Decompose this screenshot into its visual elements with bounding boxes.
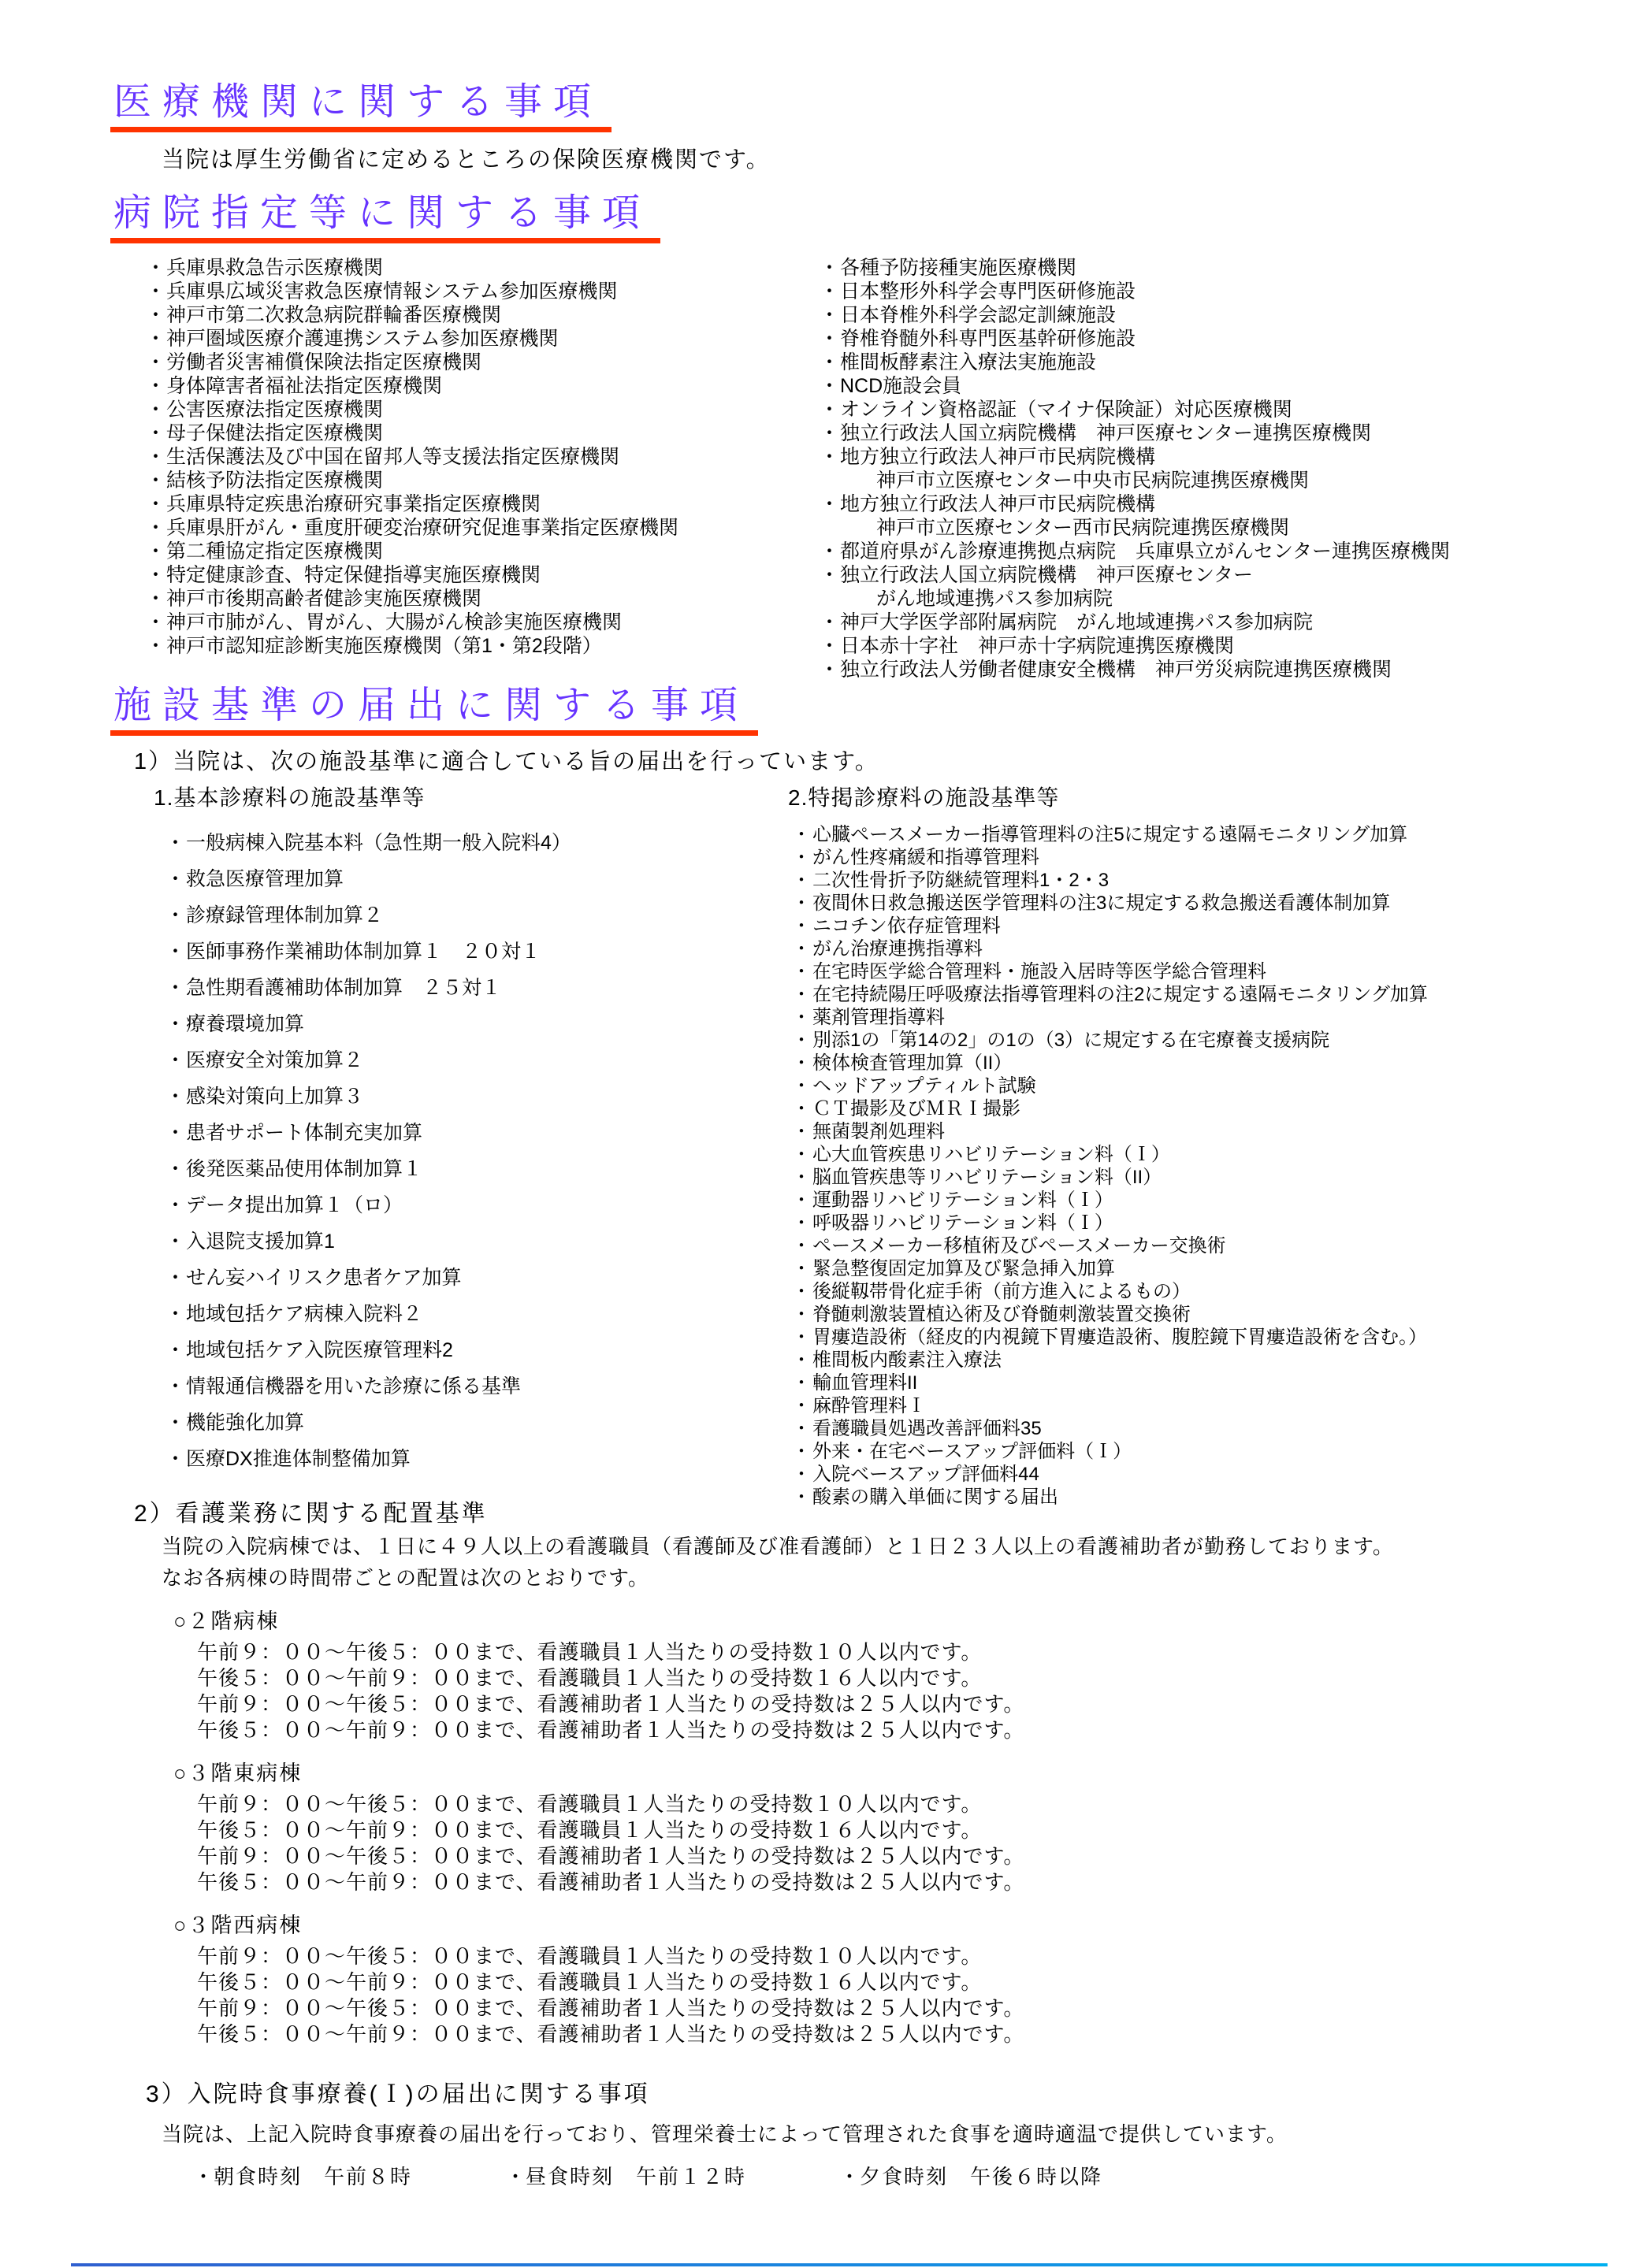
basic-fee-item: ・ 療養環境加算: [165, 1006, 776, 1042]
designation-item: ・ 独立行政法人国立病院機構 神戸医療センター: [820, 563, 1639, 587]
special-fee-item: ・ 在宅持続陽圧呼吸療法指導管理料の注2に規定する遠隔モニタリング加算: [792, 983, 1643, 1006]
designation-item: ・ 日本整形外科学会専門医研修施設: [820, 280, 1639, 303]
special-fee-item: ・ 夜間休日救急搬送医学管理料の注3に規定する救急搬送看護体制加算: [792, 892, 1643, 915]
basic-fee-item: ・ データ提出加算１（ロ）: [165, 1187, 776, 1223]
basic-fee-item: ・ 感染対策向上加算３: [165, 1078, 776, 1115]
basic-fee-item: ・ 医療DX推進体制整備加算: [165, 1441, 776, 1477]
special-fee-item: ・ 後縦靱帯骨化症手術（前方進入によるもの）: [792, 1280, 1643, 1303]
designation-item: ・ 各種予防接種実施医療機関: [820, 256, 1639, 280]
special-fee-item: ・ 別添1の「第14の2」の1の（3）に規定する在宅療養支援病院: [792, 1029, 1643, 1052]
ward-staffing-line: 午後５：００～午前９：００まで、看護職員１人当たりの受持数１６人以内です。: [197, 1970, 983, 1994]
special-fee-item: ・ ペースメーカー移植術及びペースメーカー交換術: [792, 1234, 1643, 1257]
basic-fees-column: [154, 781, 776, 1477]
designation-item: ・ 独立行政法人労働者健康安全機構 神戸労災病院連携医療機関: [820, 658, 1639, 681]
ward-staffing-line: 午前９：００～午後５：００まで、看護職員１人当たりの受持数１０人以内です。: [197, 1792, 983, 1816]
special-fee-item: ・ 緊急整復固定加算及び緊急挿入加算: [792, 1257, 1643, 1280]
basic-fee-item: ・ 診療録管理体制加算２: [165, 897, 776, 934]
designation-item: ・ NCD施設会員: [820, 374, 1639, 398]
designation-item: 神戸市立医療センター中央市民病院連携医療機関: [876, 470, 1310, 492]
designation-item: ・ 地方独立行政法人神戸市民病院機構: [820, 445, 1639, 469]
special-fee-item: ・ 無菌製剤処理料: [792, 1120, 1643, 1143]
heading-text-hospital-designation: 病院指定等に関する事項: [110, 193, 660, 243]
meal-service-section: [110, 2074, 1643, 2190]
special-fee-item: ・ 麻酔管理料Ｉ: [792, 1394, 1643, 1417]
designation-item: ・ 公害医療法指定医療機関: [146, 398, 816, 421]
nursing-section-heading: 2）看護業務に関する配置基準: [134, 1501, 488, 1527]
ward-staffing-line: 午前９：００～午後５：００まで、看護職員１人当たりの受持数１０人以内です。: [197, 1640, 983, 1664]
hospital-designations-block: [110, 256, 1643, 685]
ward-3f-east-block: [173, 1756, 1643, 1895]
designation-item: ・ 日本脊椎外科学会認定訓練施設: [820, 303, 1639, 327]
ward-3f-west-name: ○３階西病棟: [173, 1914, 303, 1937]
special-fees-title: 2.特掲診療料の施設基準等: [788, 785, 1060, 810]
meal-time-item: ・ 夕食時刻 午後６時以降: [839, 2163, 1102, 2190]
meal-section-heading: 3）入院時食事療養(Ｉ)の届出に関する事項: [146, 2081, 650, 2107]
basic-fee-item: ・ 患者サポート体制充実加算: [165, 1115, 776, 1151]
special-fee-item: ・ ＣＴ撮影及びＭＲＩ撮影: [792, 1097, 1643, 1120]
basic-fee-item: ・ 後発医薬品使用体制加算１: [165, 1151, 776, 1187]
special-fee-item: ・ 酸素の購入単価に関する届出: [792, 1486, 1643, 1509]
section-heading-hospital-designation: [110, 193, 1643, 243]
designation-item: ・ 身体障害者福祉法指定医療機関: [146, 374, 816, 398]
ward-staffing-line: 午前９：００～午後５：００まで、看護補助者１人当たりの受持数は２５人以内です。: [197, 1996, 1025, 2020]
designation-item: ・ 神戸圏域医療介護連携システム参加医療機関: [146, 327, 816, 351]
designation-item: ・ 母子保健法指定医療機関: [146, 421, 816, 445]
designation-item: ・ 神戸市後期高齢者健診実施医療機関: [146, 587, 816, 611]
special-fee-item: ・ 検体検査管理加算（II）: [792, 1052, 1643, 1075]
designation-item: ・ 結核予防法指定医療機関: [146, 469, 816, 492]
designation-item: ・ 脊椎脊髄外科専門医基幹研修施設: [820, 327, 1639, 351]
designation-item: 神戸市立医療センター西市民病院連携医療機関: [876, 517, 1290, 539]
designation-item: ・ 兵庫県広域災害救急医療情報システム参加医療機関: [146, 280, 816, 303]
designations-right-column: [820, 256, 1639, 681]
heading-text-medical-institution: 医療機関に関する事項: [110, 82, 611, 132]
section-heading-facility-standards: [110, 685, 1643, 736]
ward-3f-west-block: [173, 1908, 1643, 2047]
special-fee-item: ・ 脊髄刺激装置植込術及び脊髄刺激装置交換術: [792, 1303, 1643, 1326]
special-fee-item: ・ 二次性骨折予防継続管理料1・2・3: [792, 869, 1643, 892]
basic-fee-item: ・ 情報通信機器を用いた診療に係る基準: [165, 1368, 776, 1405]
designation-item: ・ 神戸市肺がん、胃がん、大腸がん検診実施医療機関: [146, 611, 816, 634]
ward-staffing-line: 午後５：００～午前９：００まで、看護補助者１人当たりの受持数は２５人以内です。: [197, 2022, 1025, 2046]
special-fees-column: [788, 781, 1643, 1509]
designation-item: ・ 生活保護法及び中国在留邦人等支援法指定医療機関: [146, 445, 816, 469]
special-fee-item: ・ 椎間板内酸素注入療法: [792, 1349, 1643, 1372]
section-heading-medical-institution: [110, 82, 1643, 132]
special-fee-item: ・ 在宅時医学総合管理料・施設入居時等医学総合管理料: [792, 960, 1643, 983]
designation-item: ・ 兵庫県救急告示医療機関: [146, 256, 816, 280]
designation-item: ・ 日本赤十字社 神戸赤十字病院連携医療機関: [820, 634, 1639, 658]
special-fee-item: ・ 心大血管疾患リハビリテーション料（Ｉ）: [792, 1143, 1643, 1166]
special-fee-item: ・ 看護職員処遇改善評価料35: [792, 1417, 1643, 1440]
designation-item: ・ オンライン資格認証（マイナ保険証）対応医療機関: [820, 398, 1639, 421]
basic-fees-title: 1.基本診療料の施設基準等: [154, 785, 426, 810]
ward-staffing-line: 午後５：００～午前９：００まで、看護職員１人当たりの受持数１６人以内です。: [197, 1666, 983, 1690]
special-fee-item: ・ ニコチン依存症管理料: [792, 915, 1643, 937]
designation-item: ・ 労働者災害補償保険法指定医療機関: [146, 351, 816, 374]
ward-3f-west-lines: [197, 1943, 1643, 2047]
basic-fees-list: [165, 825, 776, 1477]
ward-staffing-line: 午後５：００～午前９：００まで、看護職員１人当たりの受持数１６人以内です。: [197, 1818, 983, 1842]
designation-item: ・ 神戸市第二次救急病院群輪番医療機関: [146, 303, 816, 327]
basic-fee-item: ・ 地域包括ケア病棟入院料２: [165, 1296, 776, 1332]
special-fee-item: ・ 外来・在宅ベースアップ評価料（Ｉ）: [792, 1440, 1643, 1463]
facility-standards-block: [110, 781, 1643, 1508]
ward-staffing-line: 午前９：００～午後５：００まで、看護補助者１人当たりの受持数は２５人以内です。: [197, 1844, 1025, 1868]
medical-institution-statement: 当院は厚生労働省に定めるところの保険医療機関です。: [162, 147, 771, 173]
designation-item: ・ 第二種協定指定医療機関: [146, 540, 816, 563]
designation-item: ・ 兵庫県肝がん・重度肝硬変治療研究促進事業指定医療機関: [146, 516, 816, 540]
designation-item: ・ 神戸市認知症診断実施医療機関（第1・第2段階）: [146, 634, 816, 658]
basic-fee-item: ・ 医師事務作業補助体制加算１ ２０対１: [165, 934, 776, 970]
nursing-staffing-section: [110, 1494, 1643, 2047]
designation-item: ・ 地方独立行政法人神戸市民病院機構: [820, 492, 1639, 516]
designation-item: がん地域連携パス参加病院: [876, 588, 1113, 610]
special-fee-item: ・ がん性疼痛緩和指導管理料: [792, 846, 1643, 869]
ward-staffing-line: 午前９：００～午後５：００まで、看護補助者１人当たりの受持数は２５人以内です。: [197, 1692, 1025, 1716]
basic-fee-item: ・ 救急医療管理加算: [165, 861, 776, 897]
special-fee-item: ・ 輸血管理料II: [792, 1372, 1643, 1394]
basic-fee-item: ・ 医療安全対策加算２: [165, 1042, 776, 1078]
special-fee-item: ・ 心臓ペースメーカー指導管理料の注5に規定する遠隔モニタリング加算: [792, 823, 1643, 846]
basic-fee-item: ・ 入退院支援加算1: [165, 1223, 776, 1260]
special-fee-item: ・ 入院ベースアップ評価料44: [792, 1463, 1643, 1486]
basic-fee-item: ・ 機能強化加算: [165, 1405, 776, 1441]
meal-time-item: ・ 昼食時刻 午前１２時: [505, 2163, 746, 2190]
special-fees-list: [792, 823, 1643, 1509]
designation-item: ・ 特定健康診査、特定保健指導実施医療機関: [146, 563, 816, 587]
meal-paragraph: 当院は、上記入院時食事療養の届出を行っており、管理栄養士によって管理された食事を適時適温で提供しています。: [162, 2122, 1288, 2146]
designation-item: ・ 神戸大学医学部附属病院 がん地域連携パス参加病院: [820, 611, 1639, 634]
designation-item: ・ 椎間板酵素注入療法実施施設: [820, 351, 1639, 374]
special-fee-item: ・ ヘッドアップティルト試験: [792, 1075, 1643, 1097]
designation-item: ・ 都道府県がん診療連携拠点病院 兵庫県立がんセンター連携医療機関: [820, 540, 1639, 563]
heading-text-facility-standards: 施設基準の届出に関する事項: [110, 685, 758, 736]
designation-item: ・ 独立行政法人国立病院機構 神戸医療センター連携医療機関: [820, 421, 1639, 445]
basic-fee-item: ・ 急性期看護補助体制加算 ２５対１: [165, 970, 776, 1006]
facility-standards-intro: 1）当院は、次の施設基準に適合している旨の届出を行っています。: [134, 749, 879, 774]
footer-divider-line: [71, 2263, 1608, 2266]
special-fee-item: ・ 胃瘻造設術（経皮的内視鏡下胃瘻造設術、腹腔鏡下胃瘻造設術を含む。）: [792, 1326, 1643, 1349]
ward-staffing-line: 午後５：００～午前９：００まで、看護補助者１人当たりの受持数は２５人以内です。: [197, 1870, 1025, 1894]
document-page: [0, 82, 1643, 2268]
special-fee-item: ・ 呼吸器リハビリテーション料（Ｉ）: [792, 1212, 1643, 1234]
ward-3f-east-name: ○３階東病棟: [173, 1761, 303, 1785]
basic-fee-item: ・ 地域包括ケア入院医療管理料2: [165, 1332, 776, 1368]
nursing-paragraph-1: 当院の入院病棟では、１日に４９人以上の看護職員（看護師及び准看護師）と１日２３人以上の看護補助者が勤務しております。: [162, 1535, 1394, 1558]
ward-2f-lines: [197, 1639, 1643, 1743]
basic-fee-item: ・ 一般病棟入院基本料（急性期一般入院料4）: [165, 825, 776, 861]
ward-3f-east-lines: [197, 1791, 1643, 1895]
special-fee-item: ・ 薬剤管理指導料: [792, 1006, 1643, 1029]
ward-staffing-line: 午後５：００～午前９：００まで、看護補助者１人当たりの受持数は２５人以内です。: [197, 1718, 1025, 1742]
ward-2f-block: [173, 1604, 1643, 1743]
special-fee-item: ・ がん治療連携指導料: [792, 937, 1643, 960]
meal-time-item: ・ 朝食時刻 午前８時: [193, 2163, 412, 2190]
special-fee-item: ・ 運動器リハビリテーション料（Ｉ）: [792, 1189, 1643, 1212]
special-fee-item: ・ 脳血管疾患等リハビリテーション料（II）: [792, 1166, 1643, 1189]
nursing-paragraph-2: なお各病棟の時間帯ごとの配置は次のとおりです。: [162, 1566, 649, 1590]
ward-staffing-line: 午前９：００～午後５：００まで、看護職員１人当たりの受持数１０人以内です。: [197, 1944, 983, 1968]
designation-item: ・ 兵庫県特定疾患治療研究事業指定医療機関: [146, 492, 816, 516]
hospital-notice-document: [0, 82, 1643, 2268]
ward-2f-name: ○２階病棟: [173, 1609, 280, 1633]
basic-fee-item: ・ せん妄ハイリスク患者ケア加算: [165, 1260, 776, 1296]
designations-left-column: [146, 256, 816, 658]
